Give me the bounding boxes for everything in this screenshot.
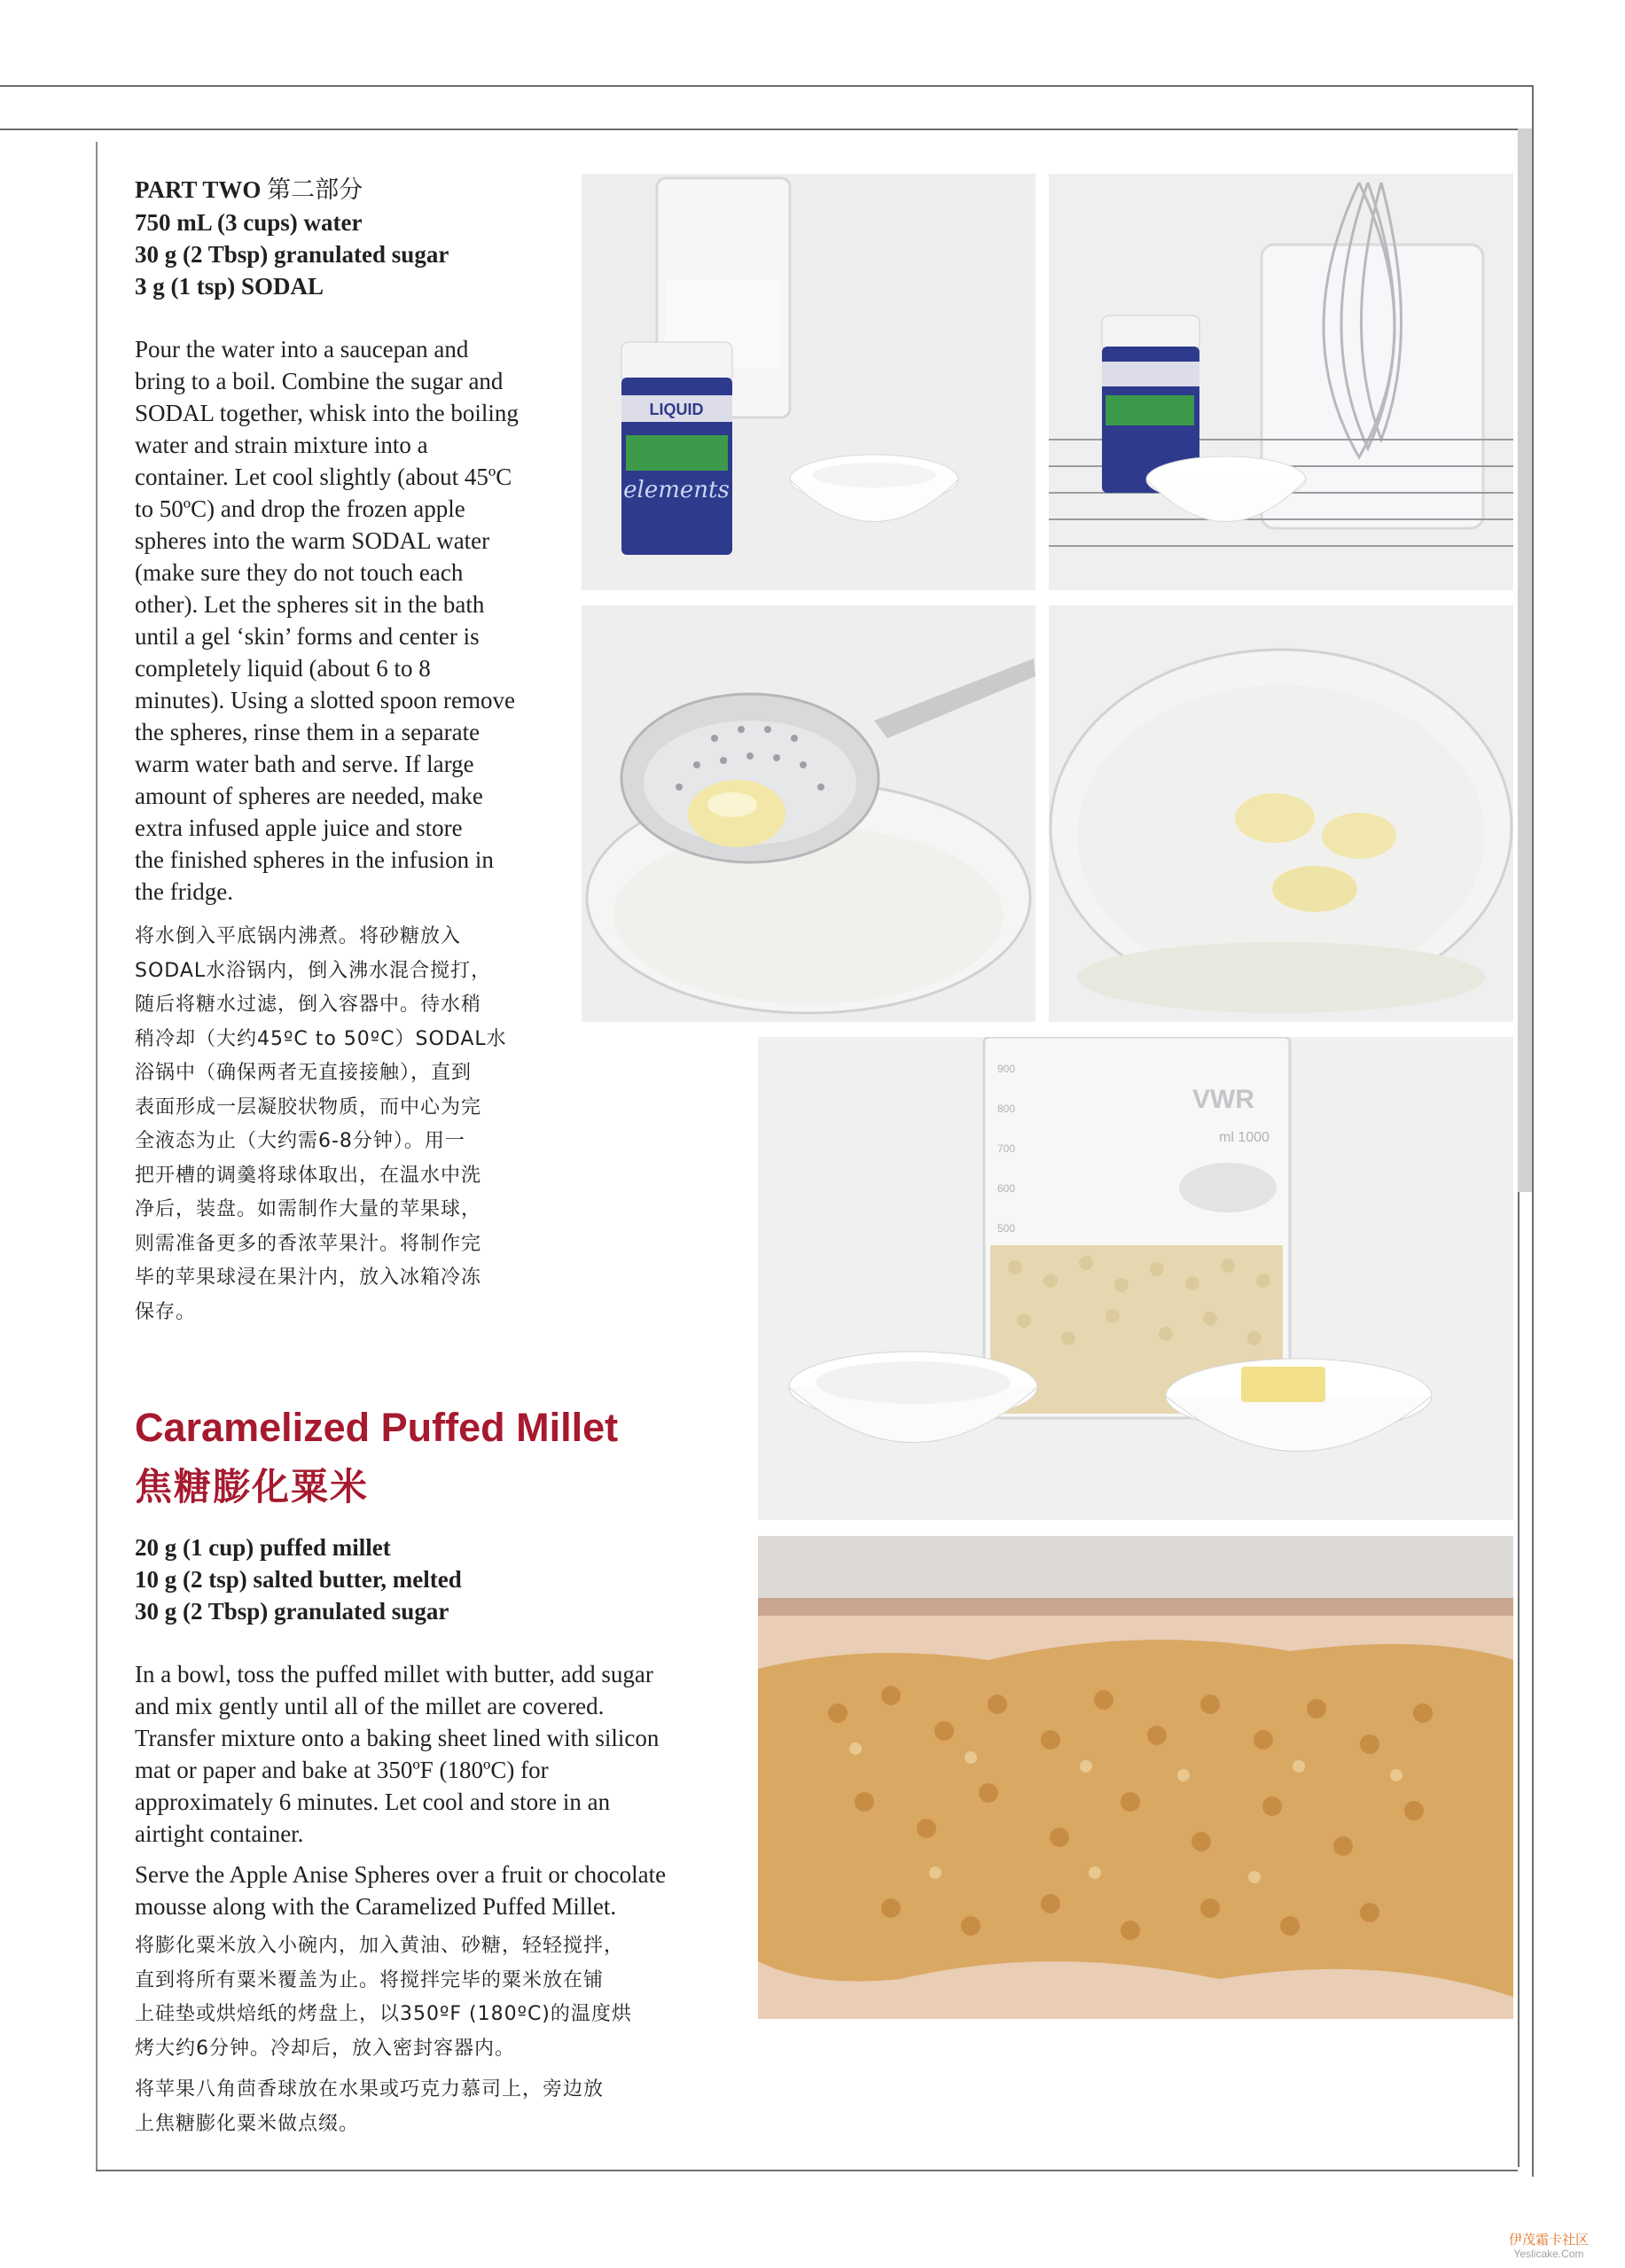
ingredient-line: 3 g (1 tsp) SODAL xyxy=(135,273,324,300)
method-line: airtight container. xyxy=(135,1820,304,1847)
method-line: extra infused apple juice and store xyxy=(135,814,463,841)
beaker-mark: 900 xyxy=(997,1063,1016,1075)
method-line: until a gel ‘skin’ forms and center is xyxy=(135,623,480,650)
top-rule-inner xyxy=(0,129,1518,130)
method-cn-line: 全液态为止（大约需6-8分钟）。用一 xyxy=(135,1130,465,1152)
jar-brand-text: elements xyxy=(623,477,730,503)
method-line: the spheres, rinse them in a separate xyxy=(135,719,480,745)
method-cn-line: 将水倒入平底锅内沸煮。将砂糖放入 xyxy=(135,925,462,947)
method-line: and mix gently until all of the millet are covered. xyxy=(135,1693,605,1719)
method-line: bring to a boil. Combine the sugar and xyxy=(135,368,504,394)
method-cn-line: 将膨化粟米放入小碗内，加入黄油、砂糖，轻轻搅拌， xyxy=(135,1935,625,1957)
beaker-mark: 700 xyxy=(997,1142,1016,1155)
ingredient-line: 10 g (2 tsp) salted butter, melted xyxy=(135,1566,462,1593)
photo-beaker-millet xyxy=(758,1037,1513,1520)
method-line: other). Let the spheres sit in the bath xyxy=(135,591,485,618)
method-line: approximately 6 minutes. Let cool and store in an xyxy=(135,1789,611,1815)
bottom-rule xyxy=(96,2170,1518,2171)
method-line: warm water bath and serve. If large xyxy=(135,751,474,777)
beaker-volume-text: ml 1000 xyxy=(1219,1130,1270,1145)
photo-sodal-jar-sugar xyxy=(582,174,1035,590)
method-cn-line: 随后将糖水过滤，倒入容器中。待水稍 xyxy=(135,994,482,1016)
method-line: (make sure they do not touch each xyxy=(135,559,464,586)
method-line: Transfer mixture onto a baking sheet lined with silicon xyxy=(135,1725,660,1751)
part-two-title xyxy=(135,174,560,207)
method-line: Pour the water into a saucepan and xyxy=(135,336,469,362)
right-rule-outer xyxy=(1532,85,1534,2177)
left-rule xyxy=(96,142,98,2171)
method-cn-line: 毕的苹果球浸在果汁内，放入冰箱冷冻 xyxy=(135,1266,482,1289)
part-two-ingredients xyxy=(135,174,560,302)
method-line: the finished spheres in the infusion in xyxy=(135,846,494,873)
ingredient-line: 30 g (2 Tbsp) granulated sugar xyxy=(135,241,449,268)
watermark-cn: 伊茂霜卡社区 xyxy=(1508,2232,1589,2248)
method-cn-line: 浴锅中（确保两者无直接接触），直到 xyxy=(135,1062,473,1084)
beaker-mark: 600 xyxy=(997,1182,1016,1195)
method-cn-line: 直到将所有粟米覆盖为止。将搅拌完毕的粟米放在铺 xyxy=(135,1968,605,1991)
method-line: completely liquid (about 6 to 8 xyxy=(135,655,431,682)
top-rule-outer xyxy=(0,85,1532,87)
part-two-method-cn xyxy=(135,920,560,1329)
method-cn-line: 表面形成一层凝胶状物质，而中心为完 xyxy=(135,1095,482,1118)
method-line: mat or paper and bake at 350ºF (180ºC) for xyxy=(135,1757,549,1783)
serve-line: Serve the Apple Anise Spheres over a fruit or chocolate xyxy=(135,1861,667,1888)
method-line: water and strain mixture into a xyxy=(135,432,428,458)
serve-line: mousse along with the Caramelized Puffed Millet. xyxy=(135,1893,617,1920)
method-line: to 50ºC) and drop the frozen apple xyxy=(135,495,465,522)
ingredient-line: 20 g (1 cup) puffed millet xyxy=(135,1534,391,1561)
method-line: container. Let cool slightly (about 45ºC xyxy=(135,464,512,490)
serve-cn-line: 将苹果八角茴香球放在水果或巧克力慕司上，旁边放 xyxy=(135,2078,605,2100)
method-line: amount of spheres are needed, make xyxy=(135,783,483,809)
beaker-mark: 500 xyxy=(997,1222,1016,1235)
millet-ingredients xyxy=(135,1531,560,1627)
millet-method-en xyxy=(135,1658,738,1922)
method-line: the fridge. xyxy=(135,878,233,905)
method-cn-line: 把开槽的调羹将球体取出，在温水中洗 xyxy=(135,1164,482,1187)
method-cn-line: 烤大约6分钟。冷却后，放入密封容器内。 xyxy=(135,2037,515,2060)
beaker-mark: 800 xyxy=(997,1103,1016,1115)
millet-method-cn xyxy=(135,1929,738,2141)
serve-cn-line: 上焦糖膨化粟米做点缀。 xyxy=(135,2112,360,2135)
method-line: minutes). Using a slotted spoon remove xyxy=(135,687,515,713)
part-two-method-en xyxy=(135,333,560,908)
method-cn-line: 稍冷却（大约45ºC to 50ºC）SODAL水 xyxy=(135,1027,507,1050)
site-watermark xyxy=(1482,2232,1615,2261)
watermark-en: Yeslicake.Com xyxy=(1513,2248,1584,2260)
method-cn-line: 则需准备更多的香浓苹果汁。将制作完 xyxy=(135,1232,482,1255)
beaker-brand-text: VWR xyxy=(1192,1085,1254,1114)
jar-band-text: LIQUID xyxy=(649,401,704,418)
millet-heading-cn: 焦糖膨化粟米 xyxy=(135,1465,370,1508)
method-cn-line: 净后，装盘。如需制作大量的苹果球， xyxy=(135,1198,482,1220)
photo-caramelized-millet xyxy=(758,1536,1513,2019)
part-two-title-en: PART TWO xyxy=(135,176,262,203)
photo-slotted-spoon xyxy=(582,605,1035,1022)
ingredient-line: 30 g (2 Tbsp) granulated sugar xyxy=(135,1598,449,1625)
millet-heading-en: Caramelized Puffed Millet xyxy=(135,1405,619,1450)
method-cn-line: 上硅垫或烘焙纸的烤盘上，以350ºF (180ºC)的温度烘 xyxy=(135,2003,632,2025)
method-cn-line: 保存。 xyxy=(135,1300,197,1323)
method-cn-line: SODAL水浴锅内，倒入沸水混合搅打， xyxy=(135,959,492,982)
method-line: In a bowl, toss the puffed millet with butter, add sugar xyxy=(135,1661,653,1687)
photo-whisk-rack xyxy=(1049,174,1513,590)
method-line: SODAL together, whisk into the boiling xyxy=(135,400,519,426)
part-two-title-cn: 第二部分 xyxy=(267,176,363,204)
page-edge-bar xyxy=(1518,129,1532,1192)
method-line: spheres into the warm SODAL water xyxy=(135,527,490,554)
photo-water-bath-spheres xyxy=(1049,605,1513,1022)
ingredient-line: 750 mL (3 cups) water xyxy=(135,209,363,236)
